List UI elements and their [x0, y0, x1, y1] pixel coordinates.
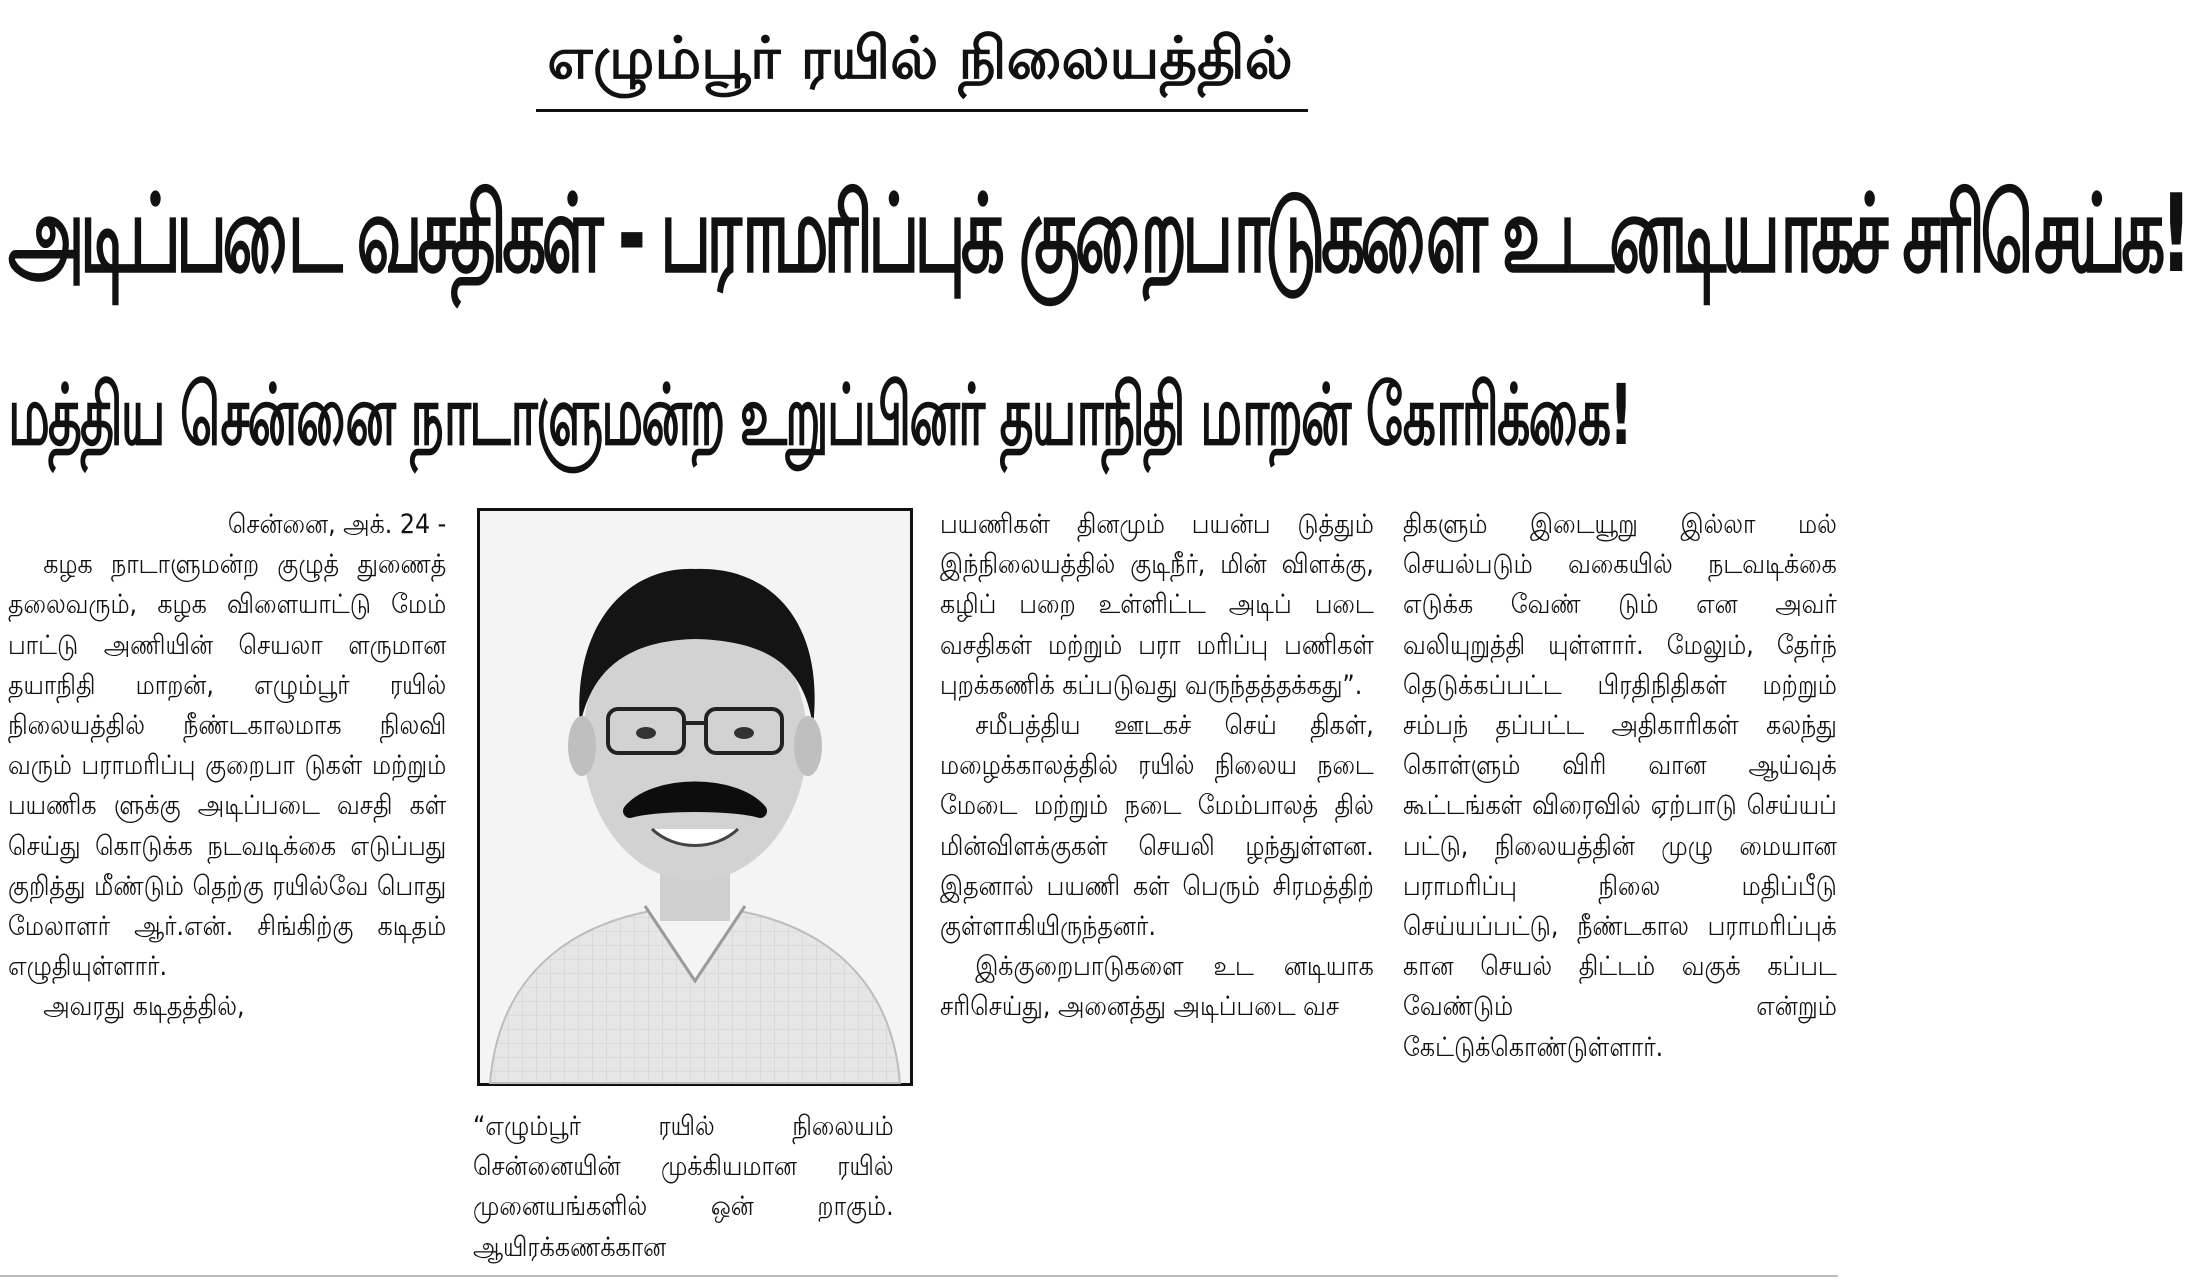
main-headline: அடிப்படை வசதிகள் - பராமரிப்புக் குறைபாடுகளை உடனடியாகச் சரிசெய்க!: [8, 172, 2187, 297]
portrait-illustration: [480, 511, 910, 1083]
article-column-3: [940, 505, 1374, 1028]
article-column-2: [473, 1107, 894, 1268]
article-column-1: [8, 505, 446, 1028]
paragraph: இக்குறைபாடுகளை உட னடியாக சரிசெய்து, அனைத்து அடிப்படை வச: [940, 951, 1374, 1023]
paragraph: பயணிகள் தினமும் பயன்ப டுத்தும் இந்நிலையத்தில் குடிநீர், மின் விளக்கு, கழிப் பறை உள்ளிட்ட அடிப் படை வசதிகள் மற்றும் பரா மரிப்பு பணிகள் புறக்கணிக் கப்படுவது வருந்தத்தக்கது”.: [940, 509, 1374, 701]
article-column-4: [1403, 505, 1837, 1068]
sub-headline: மத்திய சென்னை நாடாளுமன்ற உறுப்பினர் தயாநிதி மாறன் கோரிக்கை!: [8, 366, 1632, 464]
kicker-underline: [536, 109, 1308, 112]
paragraph: “எழும்பூர் ரயில் நிலையம் சென்னையின் முக்கியமான ரயில் முனையங்களில் ஒன் றாகும். ஆயிரக்கணக்கான: [473, 1111, 894, 1263]
paragraph: திகளும் இடையூறு இல்லா மல் செயல்படும் வகையில் நடவடிக்கை எடுக்க வேண் டும் என அவர் வலியுறுத்தி யுள்ளார். மேலும், தேர்ந் தெடுக்கப்பட்ட பிரதிநிதிகள் மற்றும் சம்பந் தப்பட்ட அதிகாரிகள் கலந்து கொள்ளும் விரி வான ஆய்வுக் கூட்டங்கள் விரைவில் ஏற்பாடு செய்யப் பட்டு, நிலையத்தின் முழு மையான பராமரிப்பு நிலை மதிப்பீடு செய்யப்பட்டு, நீண்டகால பராமரிப்புக் கான செயல் திட்டம் வகுக் கப்பட வேண்டும் என்றும் கேட்டுக்கொண்டுள்ளார்.: [1403, 509, 1837, 1063]
page-bottom-edge: [0, 1275, 1838, 1277]
portrait-photo: [477, 508, 913, 1086]
kicker-headline: எழும்பூர் ரயில் நிலையத்தில்: [547, 24, 1293, 92]
dateline: சென்னை, அக். 24 -: [227, 509, 447, 540]
paragraph: கழக நாடாளுமன்ற குழுத் துணைத் தலைவரும், கழக விளையாட்டு மேம் பாட்டு அணியின் செயலா ளருமான தயாநிதி மாறன், எழும்பூர் ரயில் நிலையத்தில் நீண்டகாலமாக நிலவி வரும் பராமரிப்பு குறைபா டுகள் மற்றும் பயணிக ளுக்கு அடிப்படை வசதி கள் செய்து கொடுக்க நடவடிக்கை எடுப்பது குறித்து மீண்டும் தெற்கு ரயில்வே பொது மேலாளர் ஆர்.என். சிங்கிற்கு கடிதம் எழுதியுள்ளார்.: [8, 549, 447, 983]
paragraph: சமீபத்திய ஊடகச் செய் திகள், மழைக்காலத்தில் ரயில் நிலைய நடை மேடை மற்றும் நடை மேம்பாலத் தில் மின்விளக்குகள் செயலி ழந்துள்ளன. இதனால் பயணி கள் பெரும் சிரமத்திற் குள்ளாகியிருந்தனர்.: [940, 710, 1374, 943]
paragraph: அவரது கடிதத்தில்,: [43, 991, 245, 1023]
